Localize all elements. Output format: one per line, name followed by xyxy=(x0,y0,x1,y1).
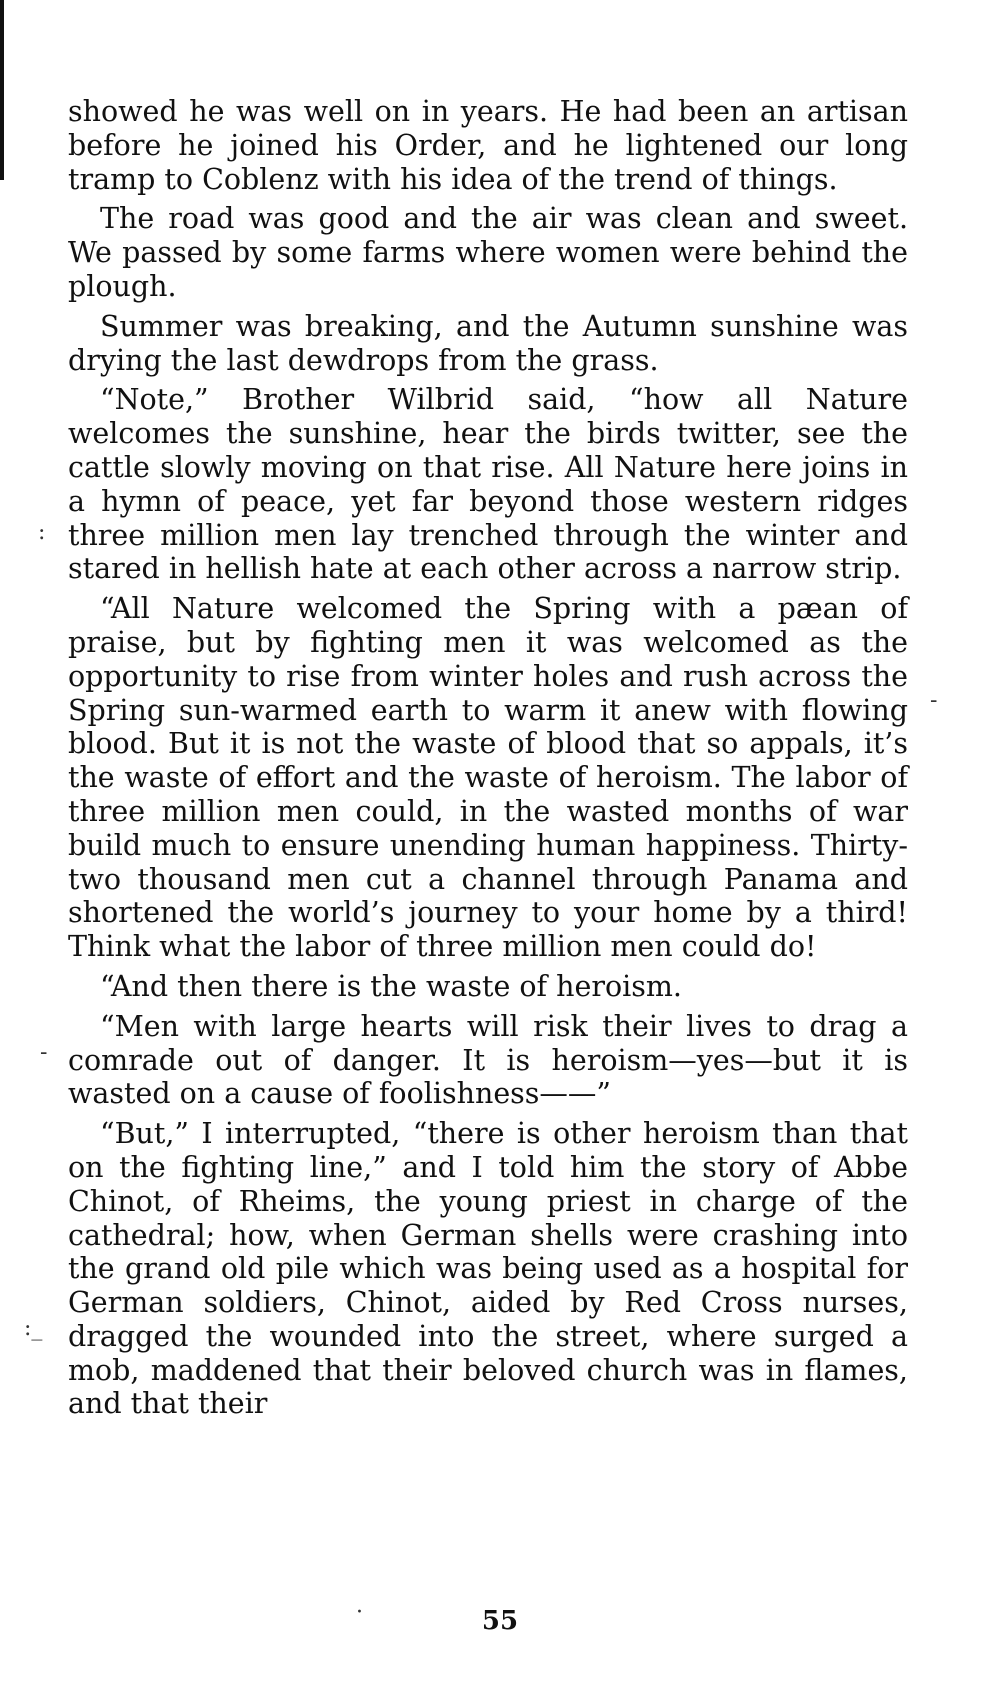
paragraph-8: “But,” I interrupted, “there is other heroism than that on the fighting line,” and I told him the story of Abbe Chinot, of Rheims, the young priest in charge of the cathedral; how, when German shells were crashing into the grand old pile which was being used as a hospital for German soldiers, Chinot, aided by Red Cross nurses, dragged the wounded into the street, where surged a mob, maddened that their beloved church was in flames, and that their xyxy=(68,1117,908,1421)
paragraph-1: showed he was well on in years. He had been an artisan before he joined his Order, and he lightened our long tramp to Coblenz with his idea of the trend of things. xyxy=(68,95,908,196)
body-text xyxy=(68,95,908,1427)
margin-speck: · xyxy=(356,1600,363,1625)
paragraph-3: Summer was breaking, and the Autumn sunshine was drying the last dewdrops from the grass. xyxy=(68,309,908,377)
paragraph-2: The road was good and the air was clean and sweet. We passed by some farms where women were behind the plough. xyxy=(68,202,908,303)
paragraph-6: “And then there is the waste of heroism. xyxy=(100,969,682,1003)
paragraph-7: “Men with large hearts will risk their lives to drag a comrade out of danger. It is heroism—yes—but it is wasted on a cause of foolishness——” xyxy=(68,1009,908,1111)
margin-speck: - xyxy=(40,1040,48,1065)
margin-speck: : xyxy=(38,520,46,545)
margin-speck: - xyxy=(930,688,938,713)
paragraph-4: “Note,” Brother Wilbrid said, “how all Nature welcomes the sunshine, hear the birds twitter, see the cattle slowly moving on that rise. All Nature here joins in a hymn of peace, yet far beyond those western ridges three million men lay trenched through the winter and stared in hellish hate at each other across a narrow strip. xyxy=(68,383,908,586)
page-number: 55 xyxy=(481,1606,519,1636)
page-edge-rule xyxy=(0,0,4,180)
margin-speck: :_ xyxy=(24,1316,43,1341)
paragraph-5: “All Nature welcomed the Spring with a pæan of praise, but by fighting men it was welcomed as the opportunity to rise from winter holes and rush across the Spring sun-warmed earth to warm it anew with flowing blood. But it is not the waste of blood that so appals, it’s the waste of effort and the waste of heroism. The labor of three million men could, in the wasted months of war build much to ensure unending human happiness. Thirty-two thousand men cut a channel through Panama and shortened the world’s journey to your home by a third! Think what the labor of three million men could do! xyxy=(68,592,908,964)
